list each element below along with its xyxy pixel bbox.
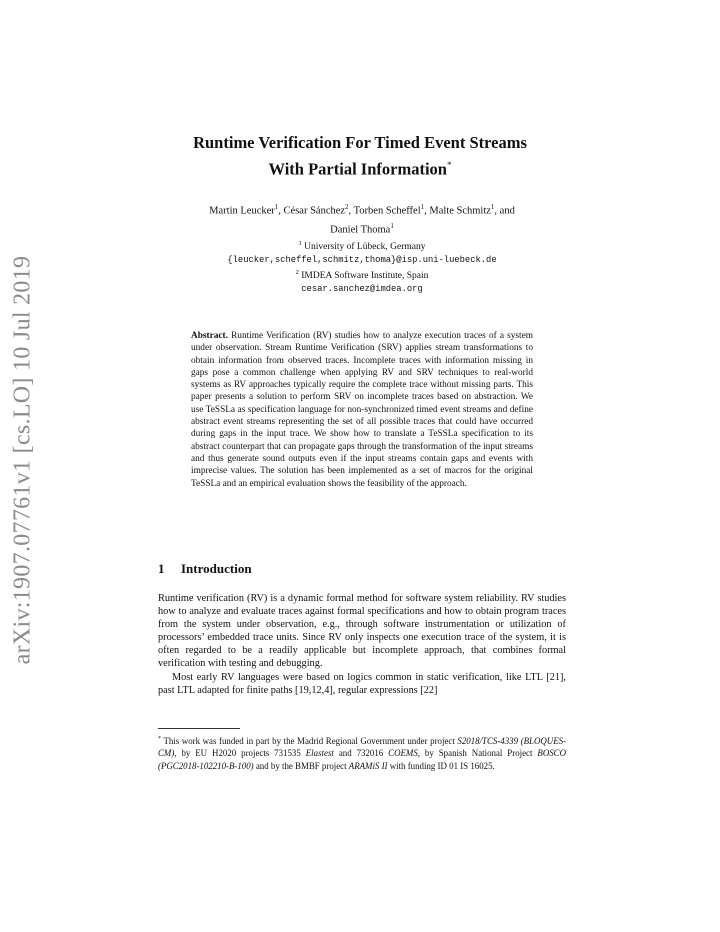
- paragraph: Runtime verification (RV) is a dynamic formal method for software system reliability. RV studies how to analyze and evaluate traces against formal specifications and how to obtain program traces from the system under observation, e.g., through software instrumentation or utilization of processors’ embedded trace units. Since RV only inspects one execution trace of the system, it is often regarded to be a readily applicable but incomplete approach, that combines formal verification with testing and debugging.: [158, 593, 566, 670]
- paragraph: Most early RV languages were based on logics common in static verification, like LTL [21], past LTL adapted for finite paths [19,12,4], regular expressions [22]: [158, 671, 566, 696]
- affiliation-email: {leucker,scheffel,schmitz,thoma}@isp.uni-luebeck.de: [227, 254, 497, 265]
- section-heading: [158, 561, 252, 577]
- section-number: 1: [158, 561, 165, 576]
- abstract: [191, 330, 533, 490]
- author-name: César Sánchez: [283, 205, 346, 217]
- footnote-marker: *: [158, 736, 161, 742]
- section-title: Introduction: [181, 561, 252, 576]
- affiliation-institution: University of Lübeck, Germany: [304, 242, 426, 253]
- author-name: Daniel Thoma: [330, 224, 391, 235]
- abstract-label: Abstract.: [191, 331, 228, 341]
- arxiv-id-text: arXiv:1907.07761v1 [cs.LO] 10 Jul 2019: [9, 255, 36, 665]
- abstract-text: Runtime Verification (RV) studies how to analyze execution traces of a system under observation. Stream Runtime Verification (SRV) applies stream transformations to obtain information from observed traces. Incomplete traces with information missing in gaps pose a common challenge when applying RV and SRV techniques to real-world systems as RV approaches typically require the complete trace without missing parts. This paper presents a solution to perform SRV on incomplete traces based on abstraction. We use TeSSLa as specification language for non-synchronized timed event streams and define abstract event streams representing the set of all possible traces that could have occurred during gaps in the input trace. We show how to translate a TeSSLa specification to its abstract counterpart that can propagate gaps through the transformation of the input streams and thus generate sound outputs even if the input streams contain gaps and events with imprecise values. The solution has been implemented as a set of macros for the original TeSSLa and an empirical evaluation shows the feasibility of the approach.: [191, 331, 533, 489]
- title-line-1: Runtime Verification For Timed Event Streams: [193, 133, 527, 152]
- paper-title: [0, 132, 720, 181]
- affiliation-institution: IMDEA Software Institute, Spain: [301, 270, 429, 281]
- section-body: [158, 592, 566, 697]
- footnote-rule: [158, 728, 240, 729]
- footnote: * This work was funded in part by the Madrid Regional Government under project S2018/TCS-4339 (BLOQUES-CM), by EU H2020 projects 731535 Elastest and 732016 COEMS, by Spanish National Project BOSCO (PGC2018-102210-B-100) and by the BMBF project ARAMiS II with funding ID 01 IS 16025.: [158, 735, 567, 771]
- affiliation-email: cesar.sanchez@imdea.org: [301, 283, 423, 294]
- author-list: Martin Leucker$^1$, César Sánchez$^2$, Torben Scheffel$^1$, Malte Schmitz$^1$, and Daniel Thoma$^1$: [209, 203, 515, 235]
- author-name: Martin Leucker: [209, 205, 275, 217]
- title-footnote-marker: *: [446, 160, 452, 170]
- title-line-2: With Partial Information*: [268, 159, 452, 179]
- author-name: Malte Schmitz: [429, 205, 491, 217]
- author-name: Torben Scheffel: [353, 205, 421, 217]
- affiliations: $^1$ University of Lübeck, Germany {leucker,scheffel,schmitz,thoma}@isp.uni-luebeck.de $^2$ IMDEA Software Institute, Spain cesar.sanchez@imdea.org: [160, 238, 564, 296]
